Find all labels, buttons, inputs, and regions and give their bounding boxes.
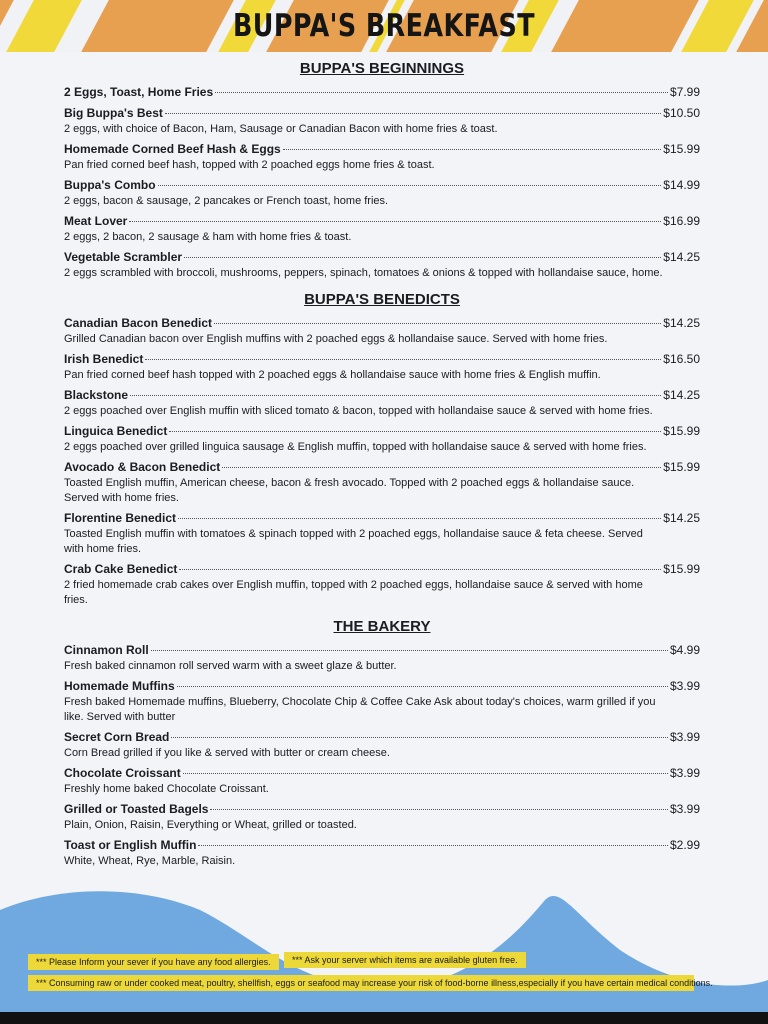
item-description: Fresh baked cinnamon roll served warm with a sweet glaze & butter.	[64, 660, 397, 672]
item-description: Toasted English muffin with tomatoes & spinach topped with 2 poached eggs, hollandaise sauce & feta cheese. Served with home fries.	[64, 528, 643, 555]
dot-leader	[151, 650, 668, 651]
item-price: $3.99	[669, 802, 700, 816]
allergy-note: *** Please Inform your sever if you have any food allergies.	[28, 954, 279, 970]
dot-leader	[184, 257, 661, 258]
item-description: Freshly home baked Chocolate Croissant.	[64, 783, 269, 795]
menu-item	[64, 105, 700, 137]
dot-leader	[283, 149, 662, 150]
dot-leader	[222, 467, 661, 468]
header-banner	[0, 0, 768, 52]
menu-item	[64, 84, 700, 101]
item-description: Grilled Canadian bacon over English muffins with 2 poached eggs & hollandaise sauce. Served with home fries.	[64, 333, 608, 345]
menu-item	[64, 249, 700, 281]
item-price: $7.99	[669, 85, 700, 99]
item-name: Toast or English Muffin	[64, 838, 197, 852]
item-description: Fresh baked Homemade muffins, Blueberry, Chocolate Chip & Coffee Cake Ask about today's choices, warm grilled if you like. Served with butter	[64, 696, 656, 723]
menu-item	[64, 642, 700, 674]
item-description: 2 fried homemade crab cakes over English muffin, topped with 2 poached eggs, hollandaise sauce & served with home fries.	[64, 579, 643, 606]
dot-leader	[177, 686, 668, 687]
item-name: Grilled or Toasted Bagels	[64, 802, 209, 816]
item-description: 2 eggs, 2 bacon, 2 sausage & ham with home fries & toast.	[64, 231, 352, 243]
item-name: Meat Lover	[64, 214, 128, 228]
item-price: $16.50	[663, 352, 700, 366]
item-price: $14.25	[663, 388, 700, 402]
dot-leader	[145, 359, 661, 360]
item-description: 2 eggs poached over grilled linguica sausage & English muffin, topped with hollandaise sauce & served with home fries.	[64, 441, 647, 453]
item-name: Secret Corn Bread	[64, 730, 170, 744]
menu-item	[64, 765, 700, 797]
item-description: Pan fried corned beef hash topped with 2 poached eggs & hollandaise sauce with home fries & English muffin.	[64, 369, 601, 381]
item-price: $3.99	[669, 679, 700, 693]
item-description: Toasted English muffin, American cheese, bacon & fresh avocado. Topped with 2 poached eggs & hollandaise sauce. Served with home fries.	[64, 477, 635, 504]
item-price: $15.99	[663, 460, 700, 474]
photo-edge	[0, 1012, 768, 1024]
item-name: Irish Benedict	[64, 352, 144, 366]
dot-leader	[165, 113, 661, 114]
dot-leader	[210, 809, 667, 810]
item-price: $14.99	[663, 178, 700, 192]
item-price: $15.99	[663, 424, 700, 438]
item-name: Florentine Benedict	[64, 511, 177, 525]
item-description: 2 eggs poached over English muffin with sliced tomato & bacon, topped with hollandaise sauce & served with home fries.	[64, 405, 653, 417]
dot-leader	[169, 431, 661, 432]
item-name: Avocado & Bacon Benedict	[64, 460, 221, 474]
item-name: Cinnamon Roll	[64, 643, 149, 657]
item-price: $15.99	[663, 562, 700, 576]
item-name: Homemade Corned Beef Hash & Eggs	[64, 142, 281, 156]
menu-item	[64, 837, 700, 869]
raw-food-note: *** Consuming raw or under cooked meat, poultry, shellfish, eggs or seafood may increase your risk of food-borne illness,especially if you have certain medical conditions.	[28, 975, 694, 991]
item-name: Linguica Benedict	[64, 424, 168, 438]
item-price: $2.99	[669, 838, 700, 852]
menu-item	[64, 423, 700, 455]
dot-leader	[129, 221, 661, 222]
item-description: Corn Bread grilled if you like & served with butter or cream cheese.	[64, 747, 390, 759]
item-name: 2 Eggs, Toast, Home Fries	[64, 85, 214, 99]
item-price: $4.99	[669, 643, 700, 657]
item-price: $14.25	[663, 250, 700, 264]
item-name: Big Buppa's Best	[64, 106, 163, 120]
item-name: Canadian Bacon Benedict	[64, 316, 213, 330]
dot-leader	[183, 773, 668, 774]
section-heading: THE BAKERY	[333, 618, 431, 635]
item-description: White, Wheat, Rye, Marble, Raisin.	[64, 855, 236, 867]
menu-body	[64, 60, 700, 873]
dot-leader	[214, 323, 661, 324]
item-description: Pan fried corned beef hash, topped with 2 poached eggs home fries & toast.	[64, 159, 435, 171]
menu-item	[64, 387, 700, 419]
item-price: $3.99	[669, 730, 700, 744]
item-price: $14.25	[663, 316, 700, 330]
menu-item	[64, 141, 700, 173]
menu-item	[64, 459, 700, 506]
item-name: Vegetable Scrambler	[64, 250, 183, 264]
item-description: 2 eggs, with choice of Bacon, Ham, Sausage or Canadian Bacon with home fries & toast.	[64, 123, 498, 135]
item-name: Homemade Muffins	[64, 679, 175, 693]
menu-item	[64, 801, 700, 833]
item-price: $3.99	[669, 766, 700, 780]
item-name: Buppa's Combo	[64, 178, 156, 192]
item-description: 2 eggs scrambled with broccoli, mushrooms, peppers, spinach, tomatoes & onions & topped with hollandaise sauce, home.	[64, 267, 663, 279]
dot-leader	[179, 569, 661, 570]
section-heading: BUPPA'S BEGINNINGS	[299, 60, 465, 77]
item-price: $15.99	[663, 142, 700, 156]
menu-item	[64, 177, 700, 209]
menu-item	[64, 213, 700, 245]
item-description: 2 eggs, bacon & sausage, 2 pancakes or French toast, home fries.	[64, 195, 389, 207]
dot-leader	[130, 395, 661, 396]
menu-item	[64, 729, 700, 761]
dot-leader	[158, 185, 662, 186]
gluten-note: *** Ask your server which items are available gluten free.	[284, 952, 526, 968]
menu-item	[64, 315, 700, 347]
wave-decoration	[0, 870, 768, 1015]
item-name: Blackstone	[64, 388, 129, 402]
menu-item	[64, 510, 700, 557]
item-description: Plain, Onion, Raisin, Everything or Wheat, grilled or toasted.	[64, 819, 357, 831]
item-price: $16.99	[663, 214, 700, 228]
menu-item	[64, 561, 700, 608]
item-price: $10.50	[663, 106, 700, 120]
item-name: Chocolate Croissant	[64, 766, 181, 780]
dot-leader	[215, 92, 668, 93]
menu-item	[64, 678, 700, 725]
dot-leader	[178, 518, 661, 519]
dot-leader	[171, 737, 668, 738]
item-name: Crab Cake Benedict	[64, 562, 178, 576]
menu-item	[64, 351, 700, 383]
menu-title: BUPPA'S BREAKFAST	[233, 8, 535, 44]
section-heading: BUPPA'S BENEDICTS	[304, 291, 460, 308]
dot-leader	[198, 845, 668, 846]
item-price: $14.25	[663, 511, 700, 525]
